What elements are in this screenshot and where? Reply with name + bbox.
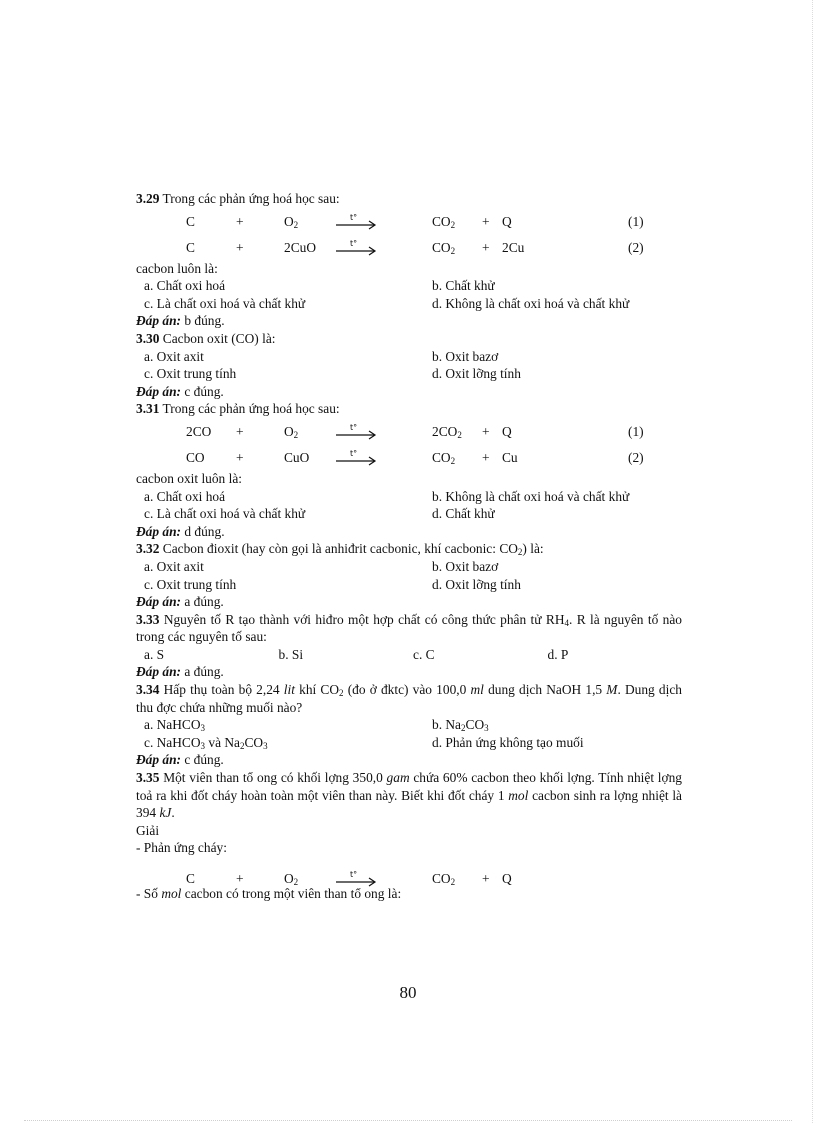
page-content	[136, 190, 682, 903]
options-row: c. NaHCO$_3$ và $Na_2CO_3$ d. Phản ứng không tạo muối	[144, 734, 584, 751]
question-3-31-stem: 3.31 Trong các phản ứng hoá học sau:	[136, 401, 340, 417]
equation-3-29-1: C + $O_2$ t° $CO_2$ + Q (1)	[186, 213, 644, 230]
answer-3-34: Đáp án: c đúng.	[136, 752, 224, 768]
reaction-arrow-icon	[336, 240, 378, 256]
bottom-divider	[24, 1120, 792, 1121]
options-row: c. Oxit trung tính d. Oxit lỡng tính	[144, 366, 521, 382]
answer-3-30: Đáp án: c đúng.	[136, 383, 224, 399]
svg-text:t°: t°	[350, 423, 358, 432]
reaction-arrow-icon	[336, 450, 378, 466]
question-3-31-tail: cacbon oxit luôn là:	[136, 470, 242, 486]
options-row: c. Oxit trung tính d. Oxit lỡng tính	[144, 576, 521, 592]
right-divider	[812, 0, 813, 1123]
answer-3-29: Đáp án: b đúng.	[136, 313, 225, 329]
question-3-33-stem: 3.33 Nguyên tố R tạo thành với hiđro một hợp chất có công thức phân tử $RH_4$. R là nguyên tố nào trong các nguyên tố sau:	[136, 611, 682, 645]
solution-step: - Phản ứng cháy:	[136, 840, 227, 856]
question-3-32-stem: 3.32 Cacbon đioxit (hay còn gọi là anhiđrit cacbonic, khí cacbonic: $CO_2$) là:	[136, 541, 544, 558]
options-row: c. Là chất oxi hoá và chất khử d. Không là chất oxi hoá và chất khử	[144, 295, 630, 311]
svg-text:t°: t°	[350, 213, 358, 222]
answer-3-33: Đáp án: a đúng.	[136, 664, 224, 680]
question-3-35-stem: 3.35 Một viên than tổ ong có khối lợng 350,0 gam chứa 60% cacbon theo khối lợng. Tính nhiệt lợng toả ra khi đốt cháy hoàn toàn một viên than này. Biết khi đốt cháy 1 mol cacbon sinh ra lợng nhiệt là 394 kJ.	[136, 770, 683, 821]
reaction-arrow-icon	[336, 214, 378, 230]
question-number: 3.29	[136, 191, 160, 206]
options-row: a. Oxit axit b. Oxit bazơ	[144, 558, 499, 574]
equation-3-31-1: 2CO + $O_2$ t° $2CO_2$ + Q (1)	[186, 423, 644, 440]
answer-3-31: Đáp án: d đúng.	[136, 523, 225, 539]
question-3-29-stem: 3.29 Trong các phản ứng hoá học sau:	[136, 191, 340, 206]
answer-3-32: Đáp án: a đúng.	[136, 594, 224, 610]
question-3-34-stem: 3.34 Hấp thụ toàn bộ 2,24 lit khí $CO_2$ (đo ở đktc) vào 100,0 ml dung dịch NaOH 1,5 M. Dung dịch thu đợc chứa những muối nào?	[136, 682, 682, 715]
question-3-29-tail: cacbon luôn là:	[136, 260, 218, 276]
options-row: a. Oxit axit b. Oxit bazơ	[144, 348, 499, 364]
svg-text:t°: t°	[350, 239, 358, 248]
solution-step: - Số mol cacbon có trong một viên than tổ ong là:	[136, 886, 402, 901]
reaction-arrow-icon	[336, 871, 378, 887]
equation-3-31-2: CO + CuO t° $CO_2$ + Cu (2)	[186, 449, 644, 466]
svg-text:t°: t°	[350, 871, 358, 879]
options-row: a. NaHCO$_3$ b. $Na_2CO_3$	[144, 717, 489, 734]
svg-text:t°: t°	[350, 449, 358, 458]
options-row: a. S b. Si c. C d. P	[144, 646, 569, 662]
options-row: a. Chất oxi hoá b. Không là chất oxi hoá và chất khử	[144, 488, 630, 504]
page-number: 80	[399, 983, 417, 1002]
equation-3-35: C + $O_2$ t° $CO_2$ + Q	[186, 871, 512, 887]
solution-heading: Giải	[136, 822, 160, 838]
reaction-arrow-icon	[336, 424, 378, 440]
equation-3-29-2: C + 2CuO t° $CO_2$ + 2Cu (2)	[186, 239, 644, 256]
question-3-30-stem: 3.30 Cacbon oxit (CO) là:	[136, 330, 276, 346]
options-row: a. Chất oxi hoá b. Chất khử	[144, 278, 495, 294]
options-row: c. Là chất oxi hoá và chất khử d. Chất khử	[144, 506, 495, 522]
